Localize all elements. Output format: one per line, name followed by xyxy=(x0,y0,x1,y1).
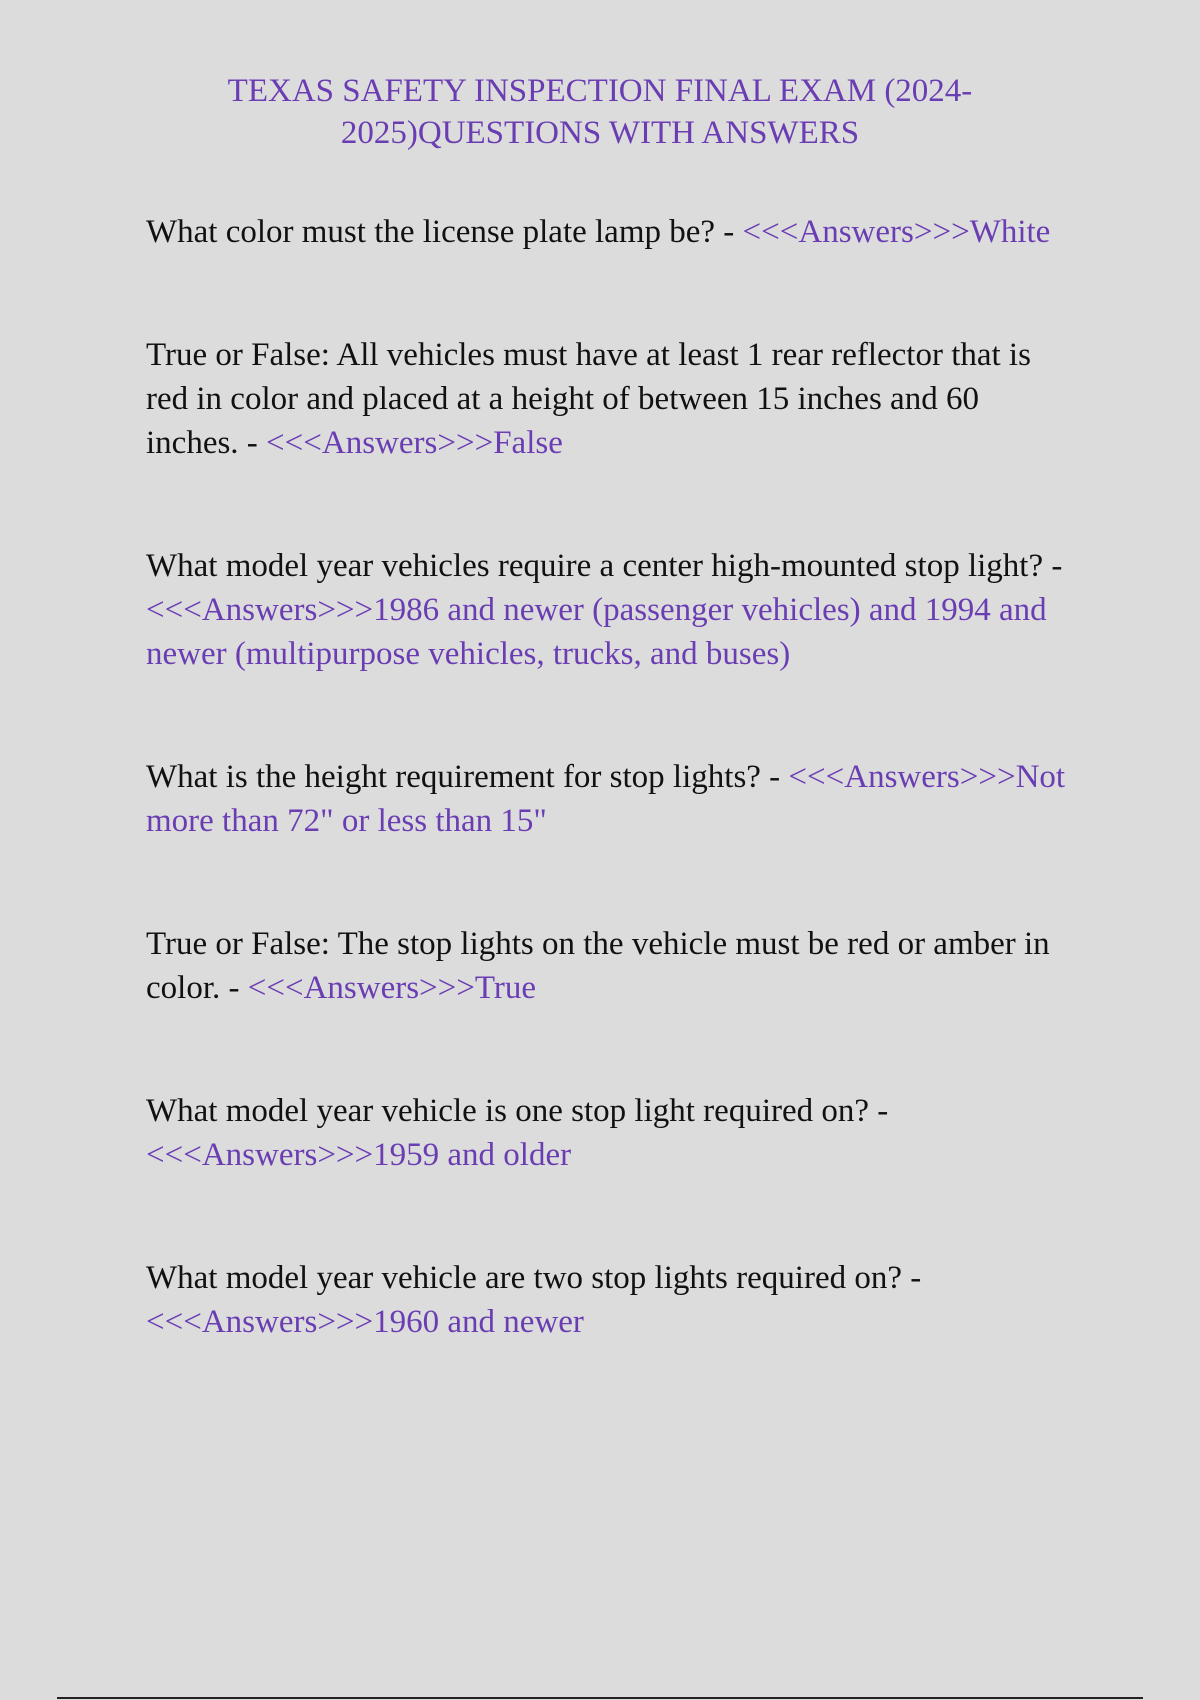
answer-text: Not more than 72" or less than 15" xyxy=(146,759,1066,839)
answer-text: White xyxy=(969,214,1051,250)
qa-item-5 xyxy=(146,922,1066,1010)
answer-prefix: <<<Answers>>> xyxy=(247,970,475,1006)
answer-text: 1986 and newer (passenger vehicles) and 1994 and newer (multipurpose vehicles, trucks, and buses) xyxy=(146,592,1047,672)
document-title: TEXAS SAFETY INSPECTION FINAL EXAM (2024-2025)QUESTIONS WITH ANSWERS xyxy=(227,73,973,151)
qa-item-6 xyxy=(146,1089,1066,1177)
question-text: True or False: All vehicles must have at least 1 rear reflector that is red in color and placed at a height of between 15 inches and 60 inches. - xyxy=(146,337,1031,461)
qa-item-4 xyxy=(146,755,1066,843)
footer-divider xyxy=(57,1697,1143,1699)
question-text: What model year vehicle is one stop light required on? - xyxy=(146,1093,889,1129)
answer-prefix: <<<Answers>>> xyxy=(788,759,1016,795)
answer-text: False xyxy=(493,425,563,461)
question-text: What color must the license plate lamp be? - xyxy=(146,214,735,250)
question-text: What is the height requirement for stop lights? - xyxy=(146,759,781,795)
question-text: True or False: The stop lights on the vehicle must be red or amber in color. - xyxy=(146,926,1050,1006)
answer-prefix: <<<Answers>>> xyxy=(146,592,374,628)
qa-item-2 xyxy=(146,333,1066,465)
answer-text: True xyxy=(474,970,537,1006)
answer-prefix: <<<Answers>>> xyxy=(146,1137,374,1173)
qa-item-7 xyxy=(146,1256,1066,1344)
qa-item-3 xyxy=(146,544,1066,676)
question-text: What model year vehicle are two stop lights required on? - xyxy=(146,1260,922,1296)
answer-prefix: <<<Answers>>> xyxy=(266,425,494,461)
answer-prefix: <<<Answers>>> xyxy=(742,214,970,250)
answer-text: 1959 and older xyxy=(373,1137,572,1173)
question-text: What model year vehicles require a center high-mounted stop light? - xyxy=(146,548,1063,584)
qa-list xyxy=(146,210,1066,1344)
answer-prefix: <<<Answers>>> xyxy=(146,1304,374,1340)
answer-text: 1960 and newer xyxy=(373,1304,584,1340)
qa-item-1 xyxy=(146,210,1066,254)
